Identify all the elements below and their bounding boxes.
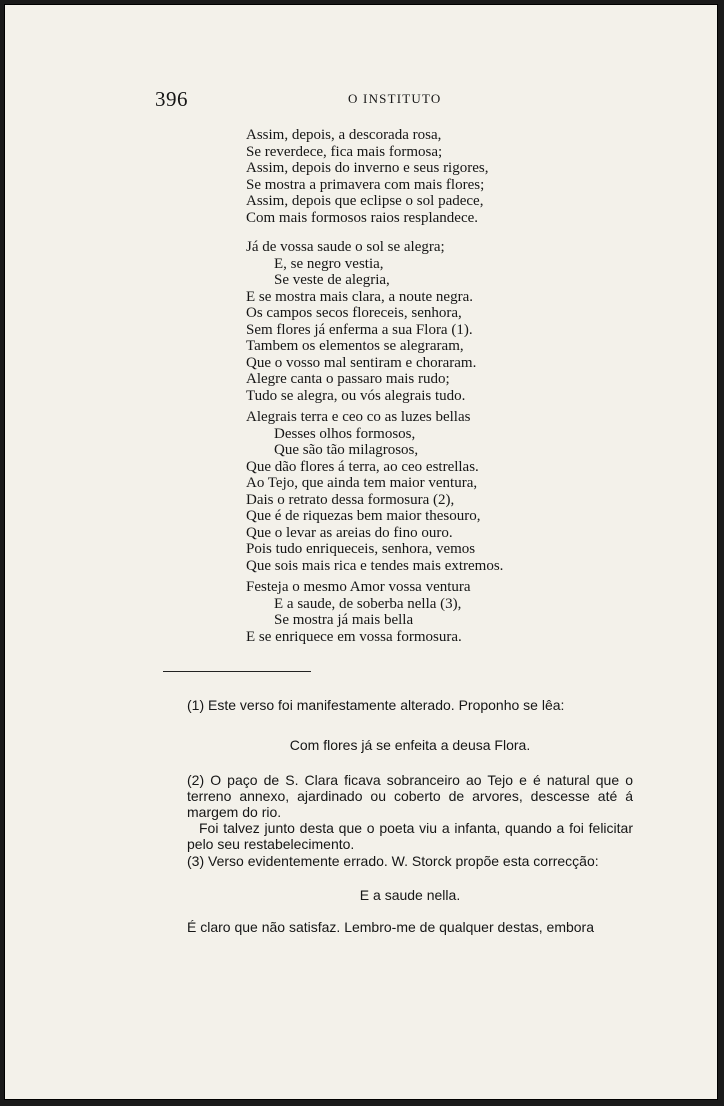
- verse-line: Dais o retrato dessa formosura (2),: [246, 491, 455, 508]
- verse-line: Assim, depois que eclipse o sol padece,: [246, 193, 484, 209]
- verse-line: Tudo se alegra, ou vós alegrais tudo.: [246, 387, 466, 404]
- verse-line: Alegrais terra e ceo co as luzes bellas: [246, 409, 471, 425]
- stanza-2: [246, 239, 476, 404]
- verse-line: Que dão flores á terra, ao ceo estrellas.: [246, 458, 479, 475]
- verse-line: Que o levar as areias do fino ouro.: [246, 524, 453, 541]
- verse-line: Que o vosso mal sentiram e choraram.: [246, 354, 477, 371]
- verse-line: Tambem os elementos se alegraram,: [246, 338, 464, 354]
- verse-line: Pois tudo enriqueceis, senhora, vemos: [246, 541, 476, 557]
- page-number: 396: [155, 87, 188, 111]
- verse-line: Sem flores já enferma a sua Flora (1).: [246, 321, 473, 338]
- verse-line: Alegre canta o passaro mais rudo;: [246, 371, 450, 387]
- verse-line: Se mostra já mais bella: [274, 612, 414, 628]
- verse-line: Festeja o mesmo Amor vossa ventura: [246, 579, 471, 595]
- verse-line: Se veste de alegria,: [274, 272, 390, 288]
- verse-line: Que é de riquezas bem maior thesouro,: [246, 508, 481, 524]
- verse-line: E se mostra mais clara, a noute negra.: [246, 288, 473, 305]
- verse-line: Se mostra a primavera com mais flores;: [246, 176, 485, 193]
- stanza-1: [246, 127, 488, 226]
- final-paragraph-line: É claro que não satisfaz. Lembro-me de qualquer destas, embora: [187, 919, 595, 935]
- running-title: O INSTITUTO: [348, 91, 442, 106]
- verse-line: Já de vossa saude o sol se alegra;: [246, 239, 445, 255]
- stanza-4: [246, 579, 471, 645]
- verse-line: E se enriquece em vossa formosura.: [246, 628, 462, 645]
- footnote-2: [187, 772, 633, 852]
- verse-line: Desses olhos formosos,: [274, 425, 416, 442]
- verse-line: E, se negro vestia,: [274, 255, 384, 272]
- verse-line: Com mais formosos raios resplandece.: [246, 209, 479, 226]
- verse-line: Que sois mais rica e tendes mais extremos.: [246, 557, 504, 574]
- verse-line: Assim, depois do inverno e seus rigores,: [246, 160, 489, 176]
- footnote-2-paragraph-1: (2) O paço de S. Clara ficava sobranceiro ao Tejo e é natural que o terreno annexo, ajardinado ou coberto de arvores, descesse até á margem do rio.: [187, 772, 633, 820]
- book-page: [4, 4, 718, 1100]
- verse-line: Se reverdece, fica mais formosa;: [246, 143, 443, 160]
- footnote-1-quote: Com flores já se enfeita a deusa Flora.: [289, 737, 531, 753]
- verse-line: E a saude, de soberba nella (3),: [274, 595, 462, 612]
- verse-line: Os campos secos floreceis, senhora,: [246, 305, 462, 321]
- verse-line: Assim, depois, a descorada rosa,: [246, 127, 442, 143]
- stanza-3: [246, 409, 503, 574]
- footnote-3: (3) Verso evidentemente errado. W. Storck propõe esta correcção:: [187, 853, 599, 869]
- footnote-rule: [163, 671, 311, 672]
- footnote-1: (1) Este verso foi manifestamente alterado. Proponho se lêa:: [187, 697, 565, 713]
- footnote-2-paragraph-2: Foi talvez junto desta que o poeta viu a infanta, quando a foi felicitar pelo seu restabelecimento.: [187, 820, 633, 852]
- footnote-3-quote: E a saude nella.: [359, 887, 461, 903]
- verse-line: Ao Tejo, que ainda tem maior ventura,: [246, 475, 478, 491]
- verse-line: Que são tão milagrosos,: [274, 442, 419, 458]
